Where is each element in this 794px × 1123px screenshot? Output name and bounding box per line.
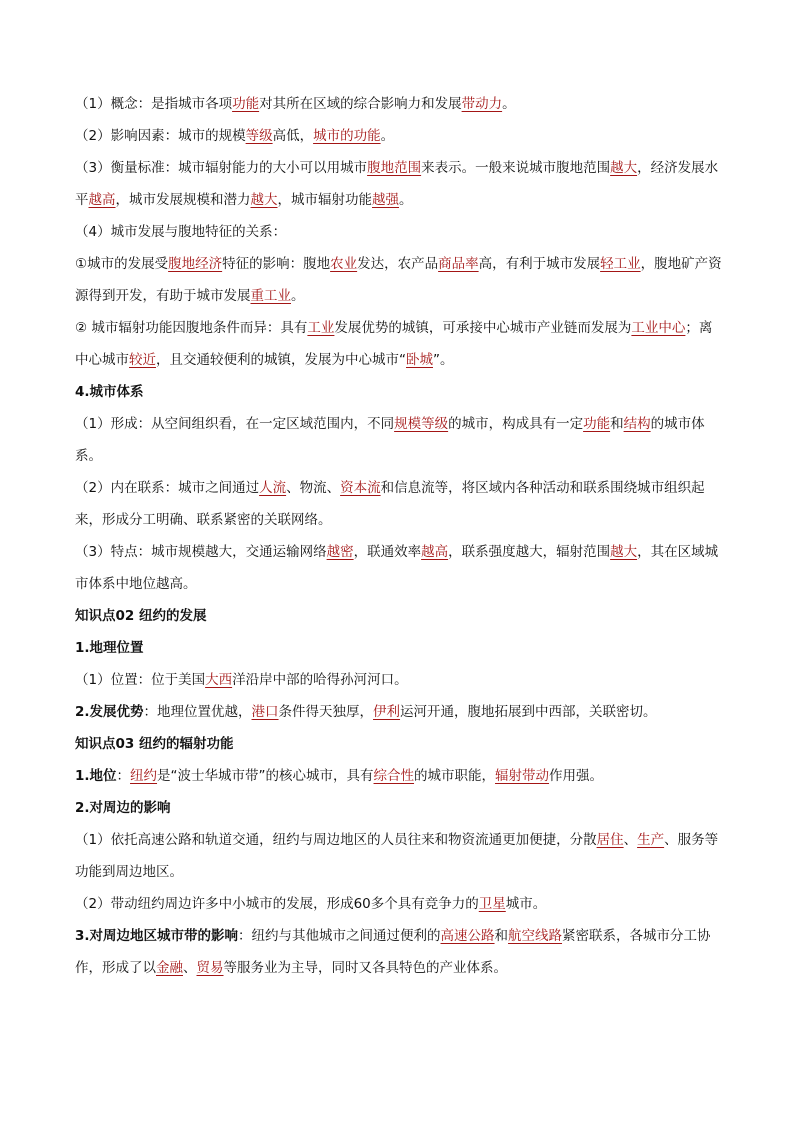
- paragraph-text: ：地理位置优越，: [143, 704, 252, 720]
- keyword-answer: 较近: [129, 352, 156, 368]
- paragraph-text: 的城市体系。: [75, 416, 705, 464]
- paragraph-text: ：纽约与其他城市之间通过便利的: [238, 928, 441, 944]
- paragraph-text: （2）影响因素：城市的规模: [75, 128, 246, 144]
- keyword-answer: 贸易: [196, 960, 224, 976]
- paragraph-text: （1）概念：是指城市各项: [75, 96, 233, 112]
- keyword-answer: 资本流: [340, 480, 381, 496]
- keyword-answer: 金融: [156, 960, 183, 976]
- paragraph-text: 高，有利于城市发展: [478, 256, 601, 272]
- paragraph-text: 等服务业为主导，同时又各具特色的产业体系。: [223, 960, 507, 976]
- paragraph-text: （2）内在联系：城市之间通过: [75, 480, 260, 496]
- keyword-answer: 轻工业: [600, 256, 641, 272]
- paragraph-text: 发达，农产品: [357, 256, 439, 272]
- paragraph-text: ，经济发展水平: [75, 160, 719, 208]
- paragraph-text: （1）形成：从空间组织看，在一定区域范围内，不同: [75, 416, 395, 432]
- paragraph-text: ，其在区域城市体系中地位越高。: [75, 544, 719, 592]
- section-heading: [75, 728, 725, 760]
- paragraph-text: 。: [399, 192, 413, 208]
- keyword-answer: 越高: [88, 192, 116, 208]
- paragraph-text: 运河开通，腹地拓展到中西部，关联密切。: [400, 704, 657, 720]
- keyword-answer: 结构: [623, 416, 651, 432]
- paragraph-text: 发展优势的城镇，可承接中心城市产业链而发展为: [334, 320, 632, 336]
- paragraph-text: （2）带动纽约周边许多中小城市的发展，形成60多个具有竞争力的: [75, 896, 479, 912]
- paragraph-text: 4.城市体系: [75, 384, 144, 400]
- body-paragraph: [75, 696, 725, 728]
- paragraph-text: 洋沿岸中部的哈得孙河河口。: [232, 672, 408, 688]
- paragraph-text: 知识点03 纽约的辐射功能: [75, 736, 234, 752]
- paragraph-text: ，城市辐射功能: [277, 192, 372, 208]
- keyword-answer: 生产: [637, 832, 665, 848]
- body-paragraph: [75, 664, 725, 696]
- body-paragraph: [75, 824, 725, 888]
- paragraph-text: 、物流、: [286, 480, 341, 496]
- body-paragraph: [75, 536, 725, 600]
- paragraph-text: （1）位置：位于美国: [75, 672, 206, 688]
- paragraph-text: ，且交通较便利的城镇，发展为中心城市“: [156, 352, 406, 368]
- keyword-answer: 工业: [307, 320, 335, 336]
- paragraph-text: 1.地位: [75, 768, 117, 784]
- keyword-answer: 功能: [232, 96, 260, 112]
- paragraph-text: 2.对周边的影响: [75, 800, 171, 816]
- body-paragraph: [75, 920, 725, 984]
- keyword-answer: 带动力: [461, 96, 503, 112]
- section-heading: [75, 376, 725, 408]
- keyword-answer: 伊利: [373, 704, 401, 720]
- section-heading: [75, 632, 725, 664]
- paragraph-text: 和: [610, 416, 624, 432]
- body-paragraph: [75, 760, 725, 792]
- paragraph-text: （3）特点：城市规模越大，交通运输网络: [75, 544, 327, 560]
- keyword-answer: 越高: [421, 544, 449, 560]
- paragraph-text: 3.对周边地区城市带的影响: [75, 928, 239, 944]
- paragraph-text: ①城市的发展受: [75, 256, 169, 272]
- paragraph-text: ”。: [433, 352, 454, 368]
- paragraph-text: ；离中心城市: [75, 320, 713, 368]
- keyword-answer: 卫星: [478, 896, 506, 912]
- keyword-answer: 卧城: [406, 352, 433, 368]
- paragraph-text: 条件得天独厚，: [278, 704, 374, 720]
- paragraph-text: 对其所在区域的综合影响力和发展: [259, 96, 462, 112]
- keyword-answer: 等级: [245, 128, 273, 144]
- paragraph-text: 高低，: [272, 128, 314, 144]
- keyword-answer: 纽约: [130, 768, 158, 784]
- body-paragraph: [75, 120, 725, 152]
- keyword-answer: 航空线路: [508, 928, 563, 944]
- keyword-answer: 港口: [251, 704, 279, 720]
- keyword-answer: 腹地范围: [367, 160, 422, 176]
- body-paragraph: [75, 312, 725, 376]
- paragraph-text: 特征的影响：腹地: [222, 256, 331, 272]
- body-paragraph: [75, 88, 725, 120]
- body-paragraph: [75, 216, 725, 248]
- keyword-answer: 越大: [610, 544, 638, 560]
- paragraph-text: 紧密联系，各城市分工协作，形成了以: [75, 928, 711, 976]
- keyword-answer: 居住: [596, 832, 624, 848]
- keyword-answer: 综合性: [373, 768, 415, 784]
- keyword-answer: 越强: [372, 192, 399, 208]
- paragraph-text: 、服务等功能到周边地区。: [75, 832, 719, 880]
- paragraph-text: 是“波士华城市带”的核心城市，具有: [157, 768, 374, 784]
- keyword-answer: 越密: [326, 544, 354, 560]
- paragraph-text: ，城市发展规模和潜力: [115, 192, 251, 208]
- keyword-answer: 工业中心: [631, 320, 686, 336]
- body-paragraph: [75, 888, 725, 920]
- paragraph-text: 和: [494, 928, 509, 944]
- keyword-answer: 越大: [250, 192, 278, 208]
- keyword-answer: 重工业: [250, 288, 291, 304]
- paragraph-text: 城市。: [505, 896, 547, 912]
- paragraph-text: 来表示。一般来说城市腹地范围: [421, 160, 611, 176]
- paragraph-text: ，腹地矿产资源得到开发，有助于城市发展: [75, 256, 722, 304]
- keyword-answer: 农业: [330, 256, 358, 272]
- keyword-answer: 功能: [583, 416, 611, 432]
- paragraph-text: ② 城市辐射功能因腹地条件而异：具有: [75, 320, 308, 336]
- keyword-answer: 大西: [205, 672, 233, 688]
- paragraph-text: 1.地理位置: [75, 640, 144, 656]
- keyword-answer: 商品率: [438, 256, 479, 272]
- paragraph-text: 知识点02 纽约的发展: [75, 608, 207, 624]
- paragraph-text: （1）依托高速公路和轨道交通，纽约与周边地区的人员往来和物资流通更加便捷，分散: [75, 832, 597, 848]
- body-paragraph: [75, 408, 725, 472]
- paragraph-text: 。: [380, 128, 395, 144]
- keyword-answer: 人流: [259, 480, 287, 496]
- keyword-answer: 腹地经济: [168, 256, 223, 272]
- keyword-answer: 城市的功能: [313, 128, 381, 144]
- paragraph-text: 。: [502, 96, 516, 112]
- keyword-answer: 越大: [610, 160, 638, 176]
- body-paragraph: [75, 472, 725, 536]
- section-heading: [75, 600, 725, 632]
- paragraph-text: ：: [116, 768, 131, 784]
- paragraph-text: 作用强。: [549, 768, 604, 784]
- keyword-answer: 辐射带动: [495, 768, 550, 784]
- paragraph-text: 、: [183, 960, 197, 976]
- paragraph-text: 的城市，构成具有一定: [448, 416, 584, 432]
- paragraph-text: （4）城市发展与腹地特征的关系：: [75, 224, 287, 240]
- paragraph-text: （3）衡量标准：城市辐射能力的大小可以用城市: [75, 160, 368, 176]
- paragraph-text: ，联通效率: [353, 544, 422, 560]
- body-paragraph: [75, 152, 725, 216]
- paragraph-text: 。: [291, 288, 305, 304]
- body-paragraph: [75, 248, 725, 312]
- section-heading: [75, 792, 725, 824]
- paragraph-text: 2.发展优势: [75, 704, 144, 720]
- paragraph-text: ，联系强度越大，辐射范围: [448, 544, 611, 560]
- paragraph-text: 、: [623, 832, 638, 848]
- paragraph-text: 的城市职能，: [414, 768, 496, 784]
- keyword-answer: 规模等级: [394, 416, 449, 432]
- paragraph-text: 和信息流等，将区域内各种活动和联系围绕城市组织起来，形成分工明确、联系紧密的关联网络。: [75, 480, 705, 528]
- keyword-answer: 高速公路: [440, 928, 495, 944]
